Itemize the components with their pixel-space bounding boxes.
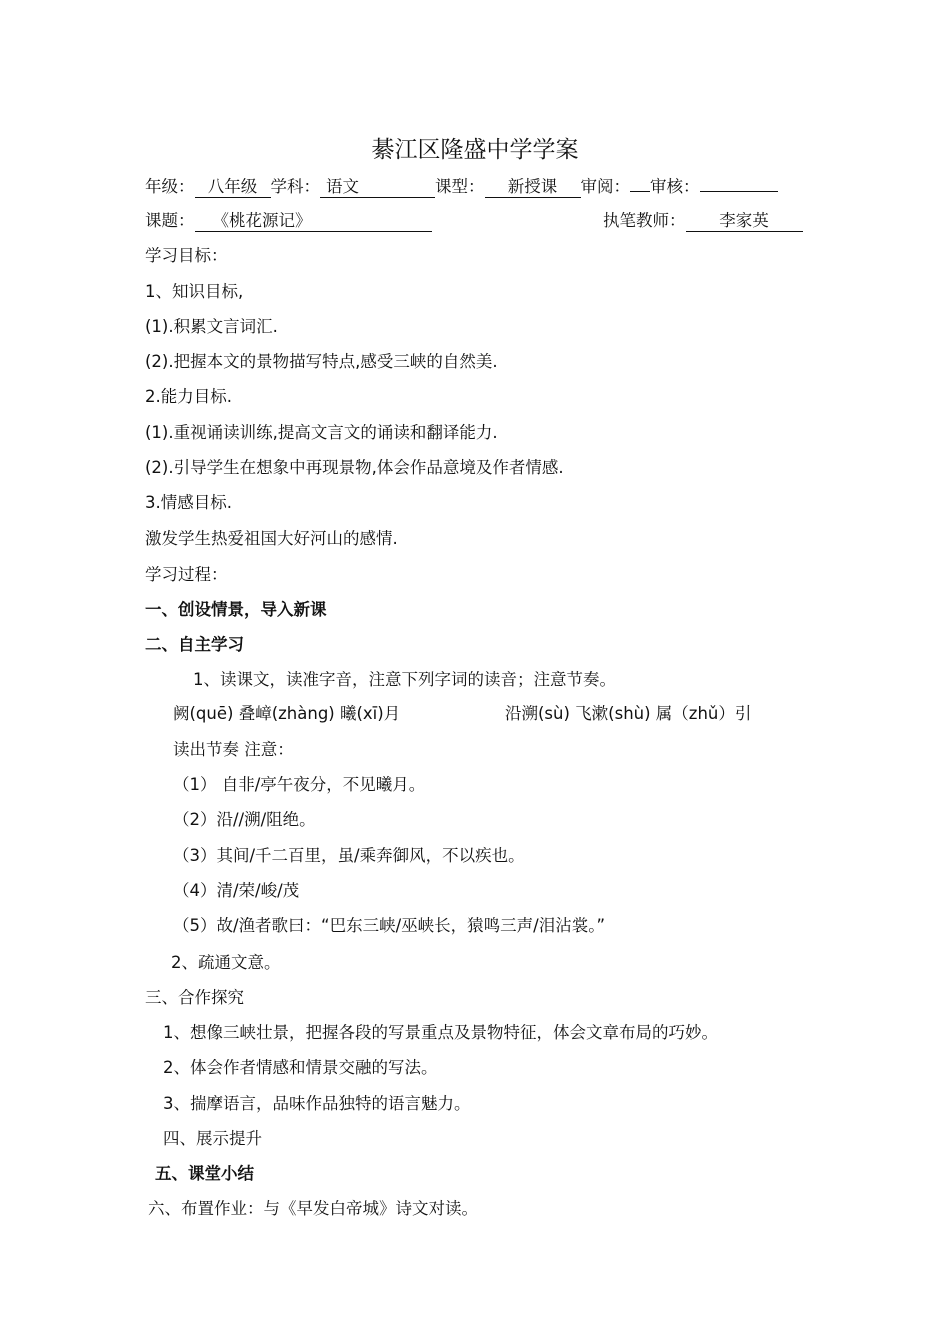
study-step: 1、读课文，读准字音，注意下列字词的读音；注意节奏。 (193, 670, 616, 689)
rhythm-item: （4）清/荣/峻/茂 (173, 881, 300, 900)
audit-label: 审核： (650, 177, 700, 196)
explore-item: 2、体会作者情感和情景交融的写法。 (163, 1058, 438, 1077)
process-heading: 学习过程： (145, 565, 228, 584)
explore-item: 1、想像三峡壮景，把握各段的写景重点及景物特征，体会文章布局的巧妙。 (163, 1023, 718, 1042)
objective-item: 2.能力目标. (145, 387, 232, 406)
topic-value: 《桃花源记》 (195, 211, 432, 232)
teacher-field (603, 210, 803, 232)
objective-item: (2).引导学生在想象中再现景物,体会作品意境及作者情感. (145, 458, 564, 477)
section-heading: 一、创设情景，导入新课 (145, 600, 327, 619)
objective-item: (1).积累文言词汇. (145, 317, 278, 336)
section-heading: 五、课堂小结 (155, 1164, 254, 1183)
grade-value: 八年级 (195, 177, 271, 198)
grade-label: 年级： (145, 177, 195, 196)
objective-item: 1、知识目标, (145, 282, 244, 301)
audit-blank (700, 191, 778, 192)
rhythm-item: （2）沿//溯/阻绝。 (173, 810, 316, 829)
objective-item: 3.情感目标. (145, 493, 232, 512)
lesson-type-label: 课型： (435, 177, 485, 196)
lesson-type-value: 新授课 (485, 177, 581, 198)
pronunciation-left: 阙(quē) 叠嶂(zhàng) 曦(xī)月 (173, 704, 401, 723)
objectives-heading: 学习目标： (145, 246, 228, 265)
section-heading: 四、展示提升 (163, 1129, 262, 1148)
rhythm-item: （1） 自非/亭午夜分，不见曦月。 (173, 775, 426, 794)
rhythm-item: （3）其间/千二百里，虽/乘奔御风，不以疾也。 (173, 846, 525, 865)
section-heading: 三、合作探究 (145, 988, 244, 1007)
section-heading: 六、布置作业：与《早发白帝城》诗文对读。 (148, 1199, 478, 1218)
teacher-value: 李家英 (686, 211, 803, 232)
pronunciation-right: 沿溯(sù) 飞漱(shù) 属（zhǔ）引 (505, 704, 752, 723)
subject-label: 学科： (270, 177, 320, 196)
objective-item: (2).把握本文的景物描写特点,感受三峡的自然美. (145, 352, 498, 371)
objective-item: 激发学生热爱祖国大好河山的感情. (145, 529, 398, 548)
teacher-label: 执笔教师： (603, 211, 686, 230)
study-step: 2、疏通文意。 (171, 953, 281, 972)
section-heading: 二、自主学习 (145, 635, 244, 654)
subject-value: 语文 (320, 177, 435, 198)
topic-label: 课题： (145, 211, 195, 230)
rhythm-item: （5）故/渔者歌曰：“巴东三峡/巫峡长，猿鸣三声/泪沾裳。” (173, 916, 606, 935)
explore-item: 3、揣摩语言，品味作品独特的语言魅力。 (163, 1094, 471, 1113)
review-blank (630, 191, 650, 192)
objective-item: (1).重视诵读训练,提高文言文的诵读和翻译能力. (145, 423, 498, 442)
document-title: 綦江区隆盛中学学案 (371, 137, 579, 163)
rhythm-label: 读出节奏 注意： (173, 740, 294, 759)
review-label: 审阅： (580, 177, 630, 196)
header-info-row (145, 176, 810, 198)
